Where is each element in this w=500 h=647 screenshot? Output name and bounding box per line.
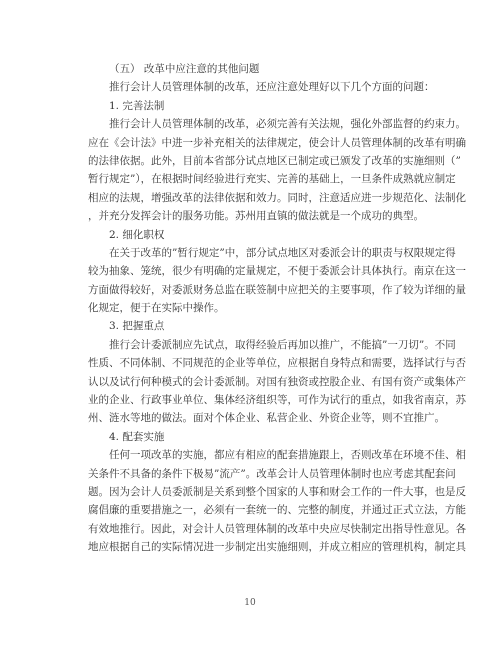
paragraph-line: 方面做得较好，对委派财务总监在联签制中应把关的主要事项，作了较为详细的量 [88,283,466,296]
paragraph-line: 化规定，便于在实际中操作。 [88,302,225,315]
item-title-3: 3. 把握重点 [109,320,165,333]
paragraph-line: 较为抽象、笼统，很少有明确的定量规定，不便于委派会计具体执行。南京在这一 [88,265,466,278]
paragraph-line: 推行会计委派制应先试点，取得经验后再加以推广，不能搞”一刀切”。不同 [109,338,456,351]
paragraph-line: 性质、不同体制、不同规范的企业等单位，应根据自身特点和需要，选择试行与否 [88,357,466,370]
section-heading: （五） 改革中应注意的其他问题 [109,63,260,75]
paragraph-line: 认以及试行何种模式的会计委派制。对国有独资或控股企业、有国有资产或集体产 [88,375,466,388]
paragraph-line: ，并充分发挥会计的服务功能。苏州用直镇的做法就是一个成功的典型。 [88,210,424,223]
paragraph-line: 推行会计人员管理体制的改革，必须完善有关法规，强化外部监督的约束力。 [109,118,466,131]
paragraph-line: 州、涟水等地的做法。面对个体企业、私营企业、外资企业等，则不宜推广。 [88,412,445,425]
paragraph-line: 地应根据自己的实际情况进一步制定出实施细则，并成立相应的管理机构，制定具 [88,541,466,554]
item-title-2: 2. 细化职权 [109,228,165,241]
document-body [88,60,466,557]
paragraph-line: 任何一项改革的实施，都应有相应的配套措施跟上，否则改革在环境不佳、相 [109,449,466,462]
intro-paragraph: 推行会计人员管理体制的改革，还应注意处理好以下几个方面的问题： [109,81,435,94]
item-title-4: 4. 配套实施 [109,430,165,443]
paragraph-line: 腐倡廉的重要措施之一，必须有一套统一的、完整的制度，并通过正式立法，方能 [88,504,466,517]
paragraph-line: 暂行规定”），在根据时间经验进行充实、完善的基础上，一旦条件成熟就应制定 [88,173,456,186]
paragraph-line: 题。因为会计人员委派制是关系到整个国家的人事和财会工作的一件大事，也是反 [88,485,466,498]
paragraph-line: 关条件不具备的条件下极易”流产”。改革会计人员管理体制时也应考虑其配套问 [88,467,456,480]
paragraph-line: 有效地推行。因此，对会计人员管理体制的改革中央应尽快制定出指导性意见。各 [88,522,466,535]
paragraph-line: 在关于改革的”暂行规定”中，部分试点地区对委派会计的职责与权限规定得 [109,246,456,259]
paragraph-line: 的法律依据。此外，目前本省部分试点地区已制定或已颁发了改革的实施细则（” [88,154,461,167]
page-number: 10 [244,598,256,608]
item-title-1: 1. 完善法制 [109,99,165,112]
paragraph-line: 应在《会计法》中进一步补充相关的法律规定，使会计人员管理体制的改革有明确 [88,136,466,149]
paragraph-line: 相应的法规，增强改革的法律依据和效力。同时，注意适应进一步规范化、法制化 [88,191,466,204]
paragraph-line: 业的企业、行政事业单位、集体经济组织等，可作为试行的重点，如我省南京，苏 [88,394,466,407]
